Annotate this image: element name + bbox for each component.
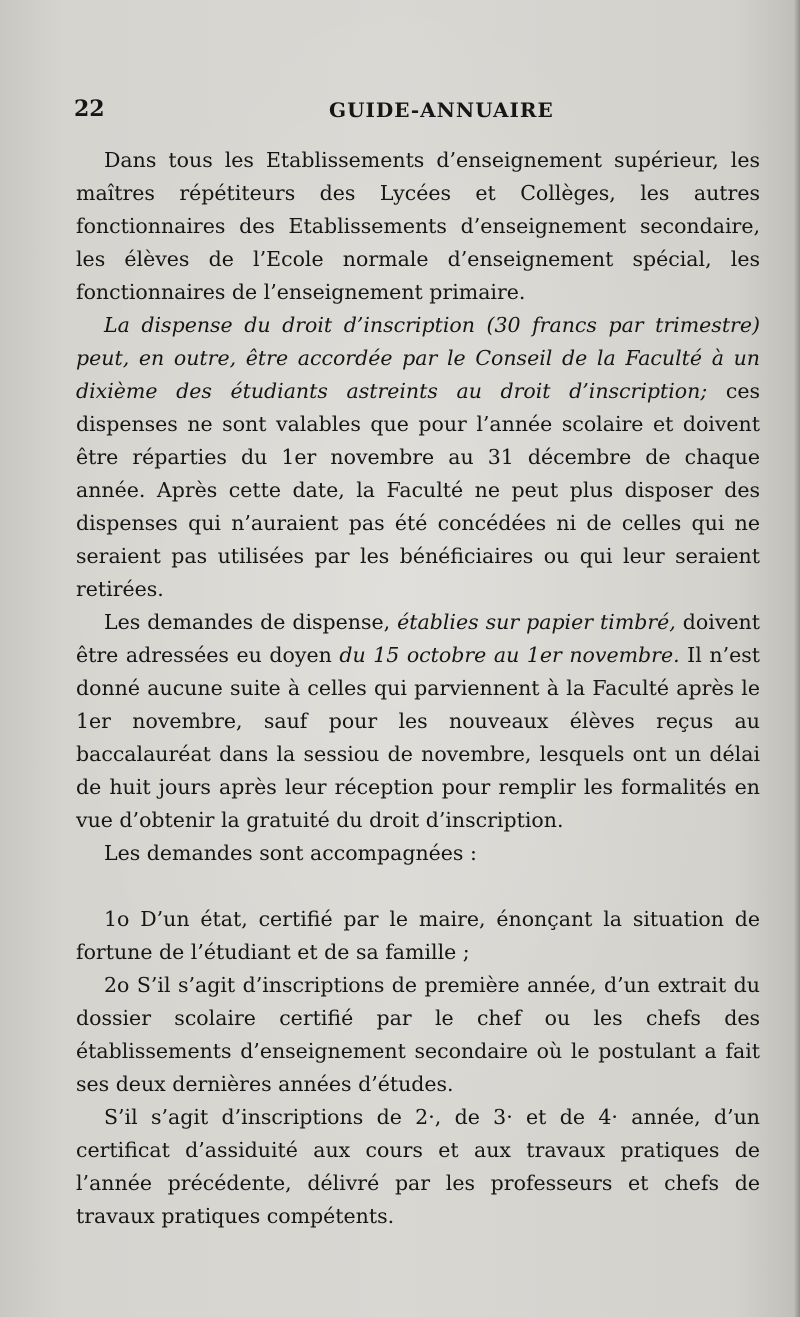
page-header: [74, 96, 754, 126]
list-item-2: 2o S’il s’agit d’inscriptions de première année, d’un extrait du dossier scolaire certifié par le chef ou les chefs des établissements d’enseignement secondaire où le postulant a fait ses deux dernières années d’études.: [76, 973, 760, 1096]
page-number: 22: [74, 96, 105, 122]
body-text: [76, 144, 760, 1233]
paragraph-beneficiaries: Dans tous les Etablissements d’enseignement supérieur, les maîtres répétiteurs des Lycées et Collèges, les autres fonctionnaires des Etablissements d’enseignement secondaire, les élèves de l’Ecole normale d’enseignement spécial, les fonctionnaires de l’enseignement primaire.: [76, 148, 760, 304]
list-item-1: 1o D’un état, certifié par le maire, énonçant la situation de fortune de l’étudiant et de sa famille ;: [76, 907, 760, 964]
paragraph-accompanied: Les demandes sont accompagnées :: [104, 841, 477, 865]
requests-text-3: Il n’est donné aucune suite à celles qui parviennent à la Faculté après le 1er novembre, sauf pour les nouveaux élèves reçus au baccalauréat dans la sessiou de novembre, lesquels ont un délai de huit jours après leur réception pour remplir les formalités en vue d’obtenir la gratuité du droit d’inscription.: [76, 643, 760, 832]
paragraph-later-years: S’il s’agit d’inscriptions de 2·, de 3· et de 4· année, d’un certificat d’assiduité aux cours et aux travaux pratiques de l’année précédente, délivré par les professeurs et chefs de travaux pratiques compétents.: [76, 1105, 760, 1228]
paragraph-dispense-requests: [76, 606, 760, 837]
running-head: GUIDE-ANNUAIRE: [329, 98, 554, 122]
requests-text-2: doivent être adressées eu doyen: [76, 610, 760, 667]
requests-text-1: Les demandes de dispense,: [104, 610, 398, 634]
page-edge-shadow: [794, 0, 800, 1317]
requests-italic-1: établies sur papier timbré,: [397, 610, 676, 634]
paragraph-dispense-rule: [76, 309, 760, 606]
dispense-rule-text: ces dispenses ne sont valables que pour l’année scolaire et doivent être réparties du 1er novembre au 31 décembre de chaque année. Après cette date, la Faculté ne peut plus disposer des dispenses qui n’auraient pas été concédées ni de celles qui ne seraient pas utilisées par les bénéficiaires ou qui leur seraient retirées.: [76, 379, 760, 601]
blank-line: [76, 870, 760, 903]
requests-italic-2: du 15 octobre au 1er novembre.: [339, 643, 680, 667]
dispense-rule-italic: La dispense du droit d’inscription (30 francs par trimestre) peut, en outre, être accordée par le Conseil de la Faculté à un dixième des étudiants astreints au droit d’inscription;: [76, 313, 760, 403]
